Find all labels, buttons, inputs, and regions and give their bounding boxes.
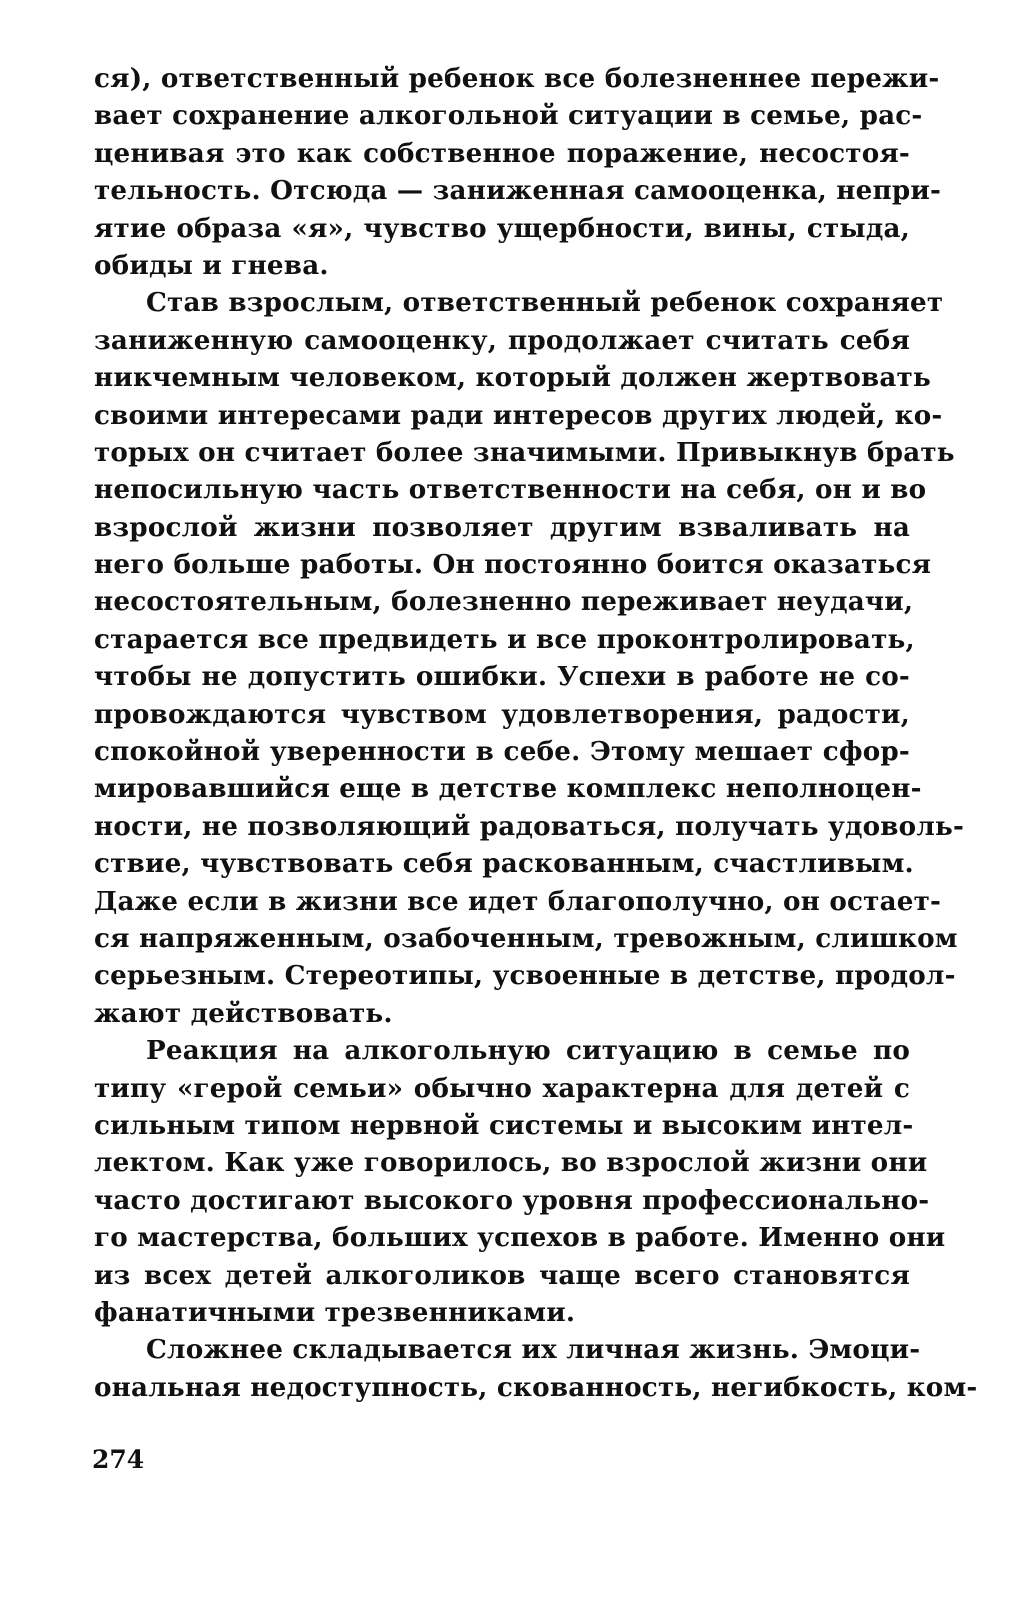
text-line: мировавшийся еще в детстве комплекс неполноцен- <box>94 773 922 805</box>
text-line: Даже если в жизни все идет благополучно, он остает- <box>94 885 942 917</box>
text-line: него больше работы. Он постоянно боится оказаться <box>94 549 932 581</box>
text-line: ности, не позволяющий радоваться, получать удоволь- <box>94 810 965 842</box>
body-text <box>94 60 978 1406</box>
paragraph <box>94 1032 946 1331</box>
paragraph <box>94 60 942 284</box>
text-line: спокойной уверенности в себе. Этому мешает сфор- <box>94 736 910 768</box>
text-line: тельность. Отсюда — заниженная самооценка, непри- <box>94 175 942 207</box>
text-line: чтобы не допустить ошибки. Успехи в работе не со- <box>94 661 910 693</box>
text-line: фанатичными трезвенниками. <box>94 1296 576 1328</box>
text-line: часто достигают высокого уровня профессионально- <box>94 1184 930 1216</box>
text-line: ональная недоступность, скованность, негибкость, ком- <box>94 1371 978 1403</box>
paragraph <box>94 284 965 1032</box>
text-line: обиды и гнева. <box>94 249 329 281</box>
page-number: 274 <box>92 1445 145 1474</box>
text-line: типу «герой семьи» обычно характерна для детей с <box>94 1072 910 1104</box>
text-line: Реакция на алкогольную ситуацию в семье по <box>146 1035 910 1067</box>
text-line: серьезным. Стереотипы, усвоенные в детстве, продол- <box>94 960 956 992</box>
text-line: ценивая это как собственное поражение, несостоя- <box>94 137 910 169</box>
text-line: старается все предвидеть и все проконтролировать, <box>94 623 915 655</box>
text-line: взрослой жизни позволяет другим взваливать на <box>94 511 910 543</box>
text-line: лектом. Как уже говорилось, во взрослой жизни они <box>94 1147 928 1179</box>
text-line: заниженную самооценку, продолжает считать себя <box>94 324 910 356</box>
text-line: непосильную часть ответственности на себя, он и во <box>94 474 927 506</box>
text-line: провождаются чувством удовлетворения, радости, <box>94 698 910 730</box>
text-line: несостоятельным, болезненно переживает неудачи, <box>94 586 914 618</box>
text-line: торых он считает более значимыми. Привыкнув брать <box>94 436 955 468</box>
text-line: ся напряженным, озабоченным, тревожным, слишком <box>94 922 958 954</box>
paragraph <box>94 1331 978 1406</box>
text-line: вает сохранение алкогольной ситуации в семье, рас- <box>94 100 923 132</box>
text-line: сильным типом нервной системы и высоким интел- <box>94 1109 914 1141</box>
text-line: жают действовать. <box>94 997 393 1029</box>
text-line: Став взрослым, ответственный ребенок сохраняет <box>146 287 944 319</box>
text-line: ятие образа «я», чувство ущербности, вины, стыда, <box>94 212 910 244</box>
text-line: своими интересами ради интересов других людей, ко- <box>94 399 943 431</box>
text-line: го мастерства, больших успехов в работе. Именно они <box>94 1222 946 1254</box>
text-line: Сложнее складывается их личная жизнь. Эмоци- <box>146 1334 921 1366</box>
text-line: из всех детей алкоголиков чаще всего становятся <box>94 1259 910 1291</box>
text-line: ся), ответственный ребенок все болезненнее пережи- <box>94 63 940 94</box>
text-line: ствие, чувствовать себя раскованным, счастливым. <box>94 848 914 880</box>
text-line: никчемным человеком, который должен жертвовать <box>94 362 931 394</box>
